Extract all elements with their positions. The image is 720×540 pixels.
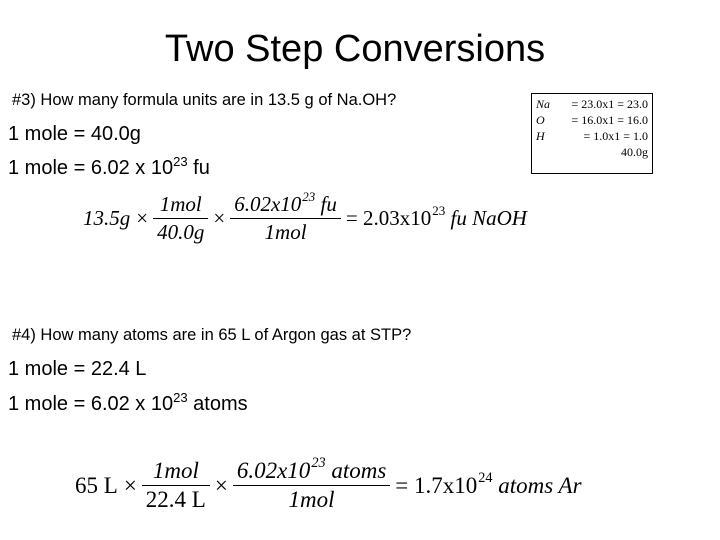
q4-fraction-2-denominator: 1mol <box>233 485 390 513</box>
q3-fraction-2-unit: fu <box>320 192 337 216</box>
q4-given-value: 65 L <box>75 472 118 498</box>
element-symbol: H <box>536 129 545 143</box>
q4-fact-1: 1 mole = 22.4 L <box>8 358 147 380</box>
q3-fact-1: 1 mole = 40.0g <box>8 123 141 145</box>
q3-result <box>345 203 527 231</box>
element-symbol: O <box>536 113 545 127</box>
q3-fraction-2 <box>230 189 341 245</box>
times-sign: × <box>123 472 137 498</box>
q3-fact-2 <box>8 154 210 180</box>
q3-equation <box>80 189 530 245</box>
question-4: #4) How many atoms are in 65 L of Argon gas at STP? <box>12 326 412 344</box>
q3-fact-2-text: 1 mole = 6.02 x 10 <box>8 157 174 179</box>
q4-given <box>75 473 118 499</box>
question-3: #3) How many formula units are in 13.5 g of Na.OH? <box>12 91 397 109</box>
q4-fact-2-exponent: 23 <box>173 390 188 405</box>
molar-mass-calc: = 16.0x1 = 16.0 <box>571 113 648 127</box>
q4-result-unit: atoms Ar <box>498 472 582 498</box>
molar-mass-row-h <box>536 128 648 144</box>
q3-fraction-1-numerator: 1mol <box>159 192 202 216</box>
q4-result-exponent: 24 <box>478 469 493 486</box>
times-sign: × <box>214 472 228 498</box>
q4-fact-2-unit: atoms <box>187 393 248 415</box>
q4-fraction-2-exponent: 23 <box>311 455 326 472</box>
q3-result-unit: fu NaOH <box>450 206 527 230</box>
q3-fraction-1 <box>153 192 208 245</box>
molar-mass-total-row <box>536 144 648 160</box>
q3-fraction-1-denominator: 40.0g <box>153 218 208 245</box>
q3-fraction-2-exponent: 23 <box>302 189 316 205</box>
q3-fraction-2-base: 6.02x10 <box>234 192 302 216</box>
q3-fact-2-exponent: 23 <box>173 154 188 169</box>
q4-fraction-2 <box>233 455 390 513</box>
element-symbol: Na <box>536 97 551 111</box>
q3-result-exponent: 23 <box>432 203 446 219</box>
q4-result-base: = 1.7x10 <box>395 472 478 498</box>
q4-fraction-2-numerator <box>233 455 390 485</box>
q4-fraction-2-base: 6.02x10 <box>236 458 311 483</box>
molar-mass-calc: = 23.0x1 = 23.0 <box>571 97 648 111</box>
q3-fraction-2-denominator: 1mol <box>230 218 341 245</box>
q4-fact-2 <box>8 390 248 416</box>
q4-fraction-1-numerator: 1mol <box>152 458 199 483</box>
times-sign: × <box>213 206 226 230</box>
q4-result <box>395 469 582 499</box>
times-sign: × <box>136 206 149 230</box>
q3-given: 13.5g <box>83 206 131 230</box>
q4-fraction-1 <box>142 458 210 513</box>
q3-fact-2-unit: fu <box>187 157 210 179</box>
molar-mass-row-o <box>536 112 648 128</box>
molar-mass-total: 40.0g <box>621 145 648 159</box>
page-title: Two Step Conversions <box>164 28 546 70</box>
q3-result-base: = 2.03x10 <box>345 206 432 230</box>
q3-fraction-2-numerator <box>230 189 341 218</box>
q4-fact-2-text: 1 mole = 6.02 x 10 <box>8 393 174 415</box>
molar-mass-row-na <box>536 96 648 112</box>
q4-fraction-1-denominator: 22.4 L <box>142 485 210 513</box>
q4-equation <box>72 455 585 513</box>
molar-mass-calc: = 1.0x1 = 1.0 <box>583 129 648 143</box>
molar-mass-box <box>531 93 653 174</box>
q4-fraction-2-unit: atoms <box>331 458 387 483</box>
